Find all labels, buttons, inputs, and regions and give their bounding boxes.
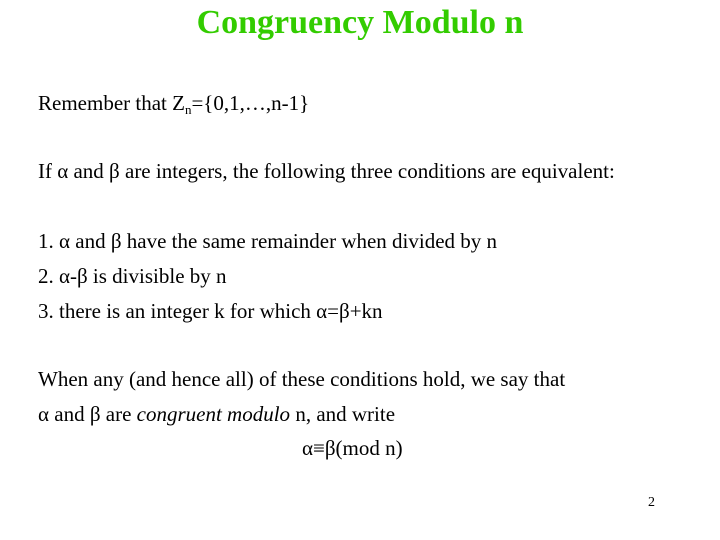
condition-1: 1. α and β have the same remainder when divided by n bbox=[38, 229, 498, 253]
condition-3: 3. there is an integer k for which α=β+kn bbox=[38, 299, 383, 323]
equivalence-intro: If α and β are integers, the following three conditions are equivalent: bbox=[38, 159, 615, 183]
conclusion-line-2 bbox=[38, 402, 395, 427]
definition-subscript: n bbox=[184, 102, 192, 117]
definition-pre: Remember that Z bbox=[38, 91, 185, 115]
definition-line bbox=[38, 91, 309, 116]
condition-2: 2. α-β is divisible by n bbox=[38, 264, 227, 288]
conclusion-line-1: When any (and hence all) of these conditions hold, we say that bbox=[38, 367, 566, 391]
page-number: 2 bbox=[648, 495, 655, 510]
slide-title: Congruency Modulo n bbox=[196, 4, 524, 41]
congruence-formula: α≡β(mod n) bbox=[302, 436, 403, 460]
conclusion-post: n, and write bbox=[290, 402, 396, 426]
conclusion-emphasis: congruent modulo bbox=[136, 402, 291, 426]
conclusion-pre: α and β are bbox=[38, 402, 137, 426]
definition-post: ={0,1,…,n-1} bbox=[191, 91, 310, 115]
